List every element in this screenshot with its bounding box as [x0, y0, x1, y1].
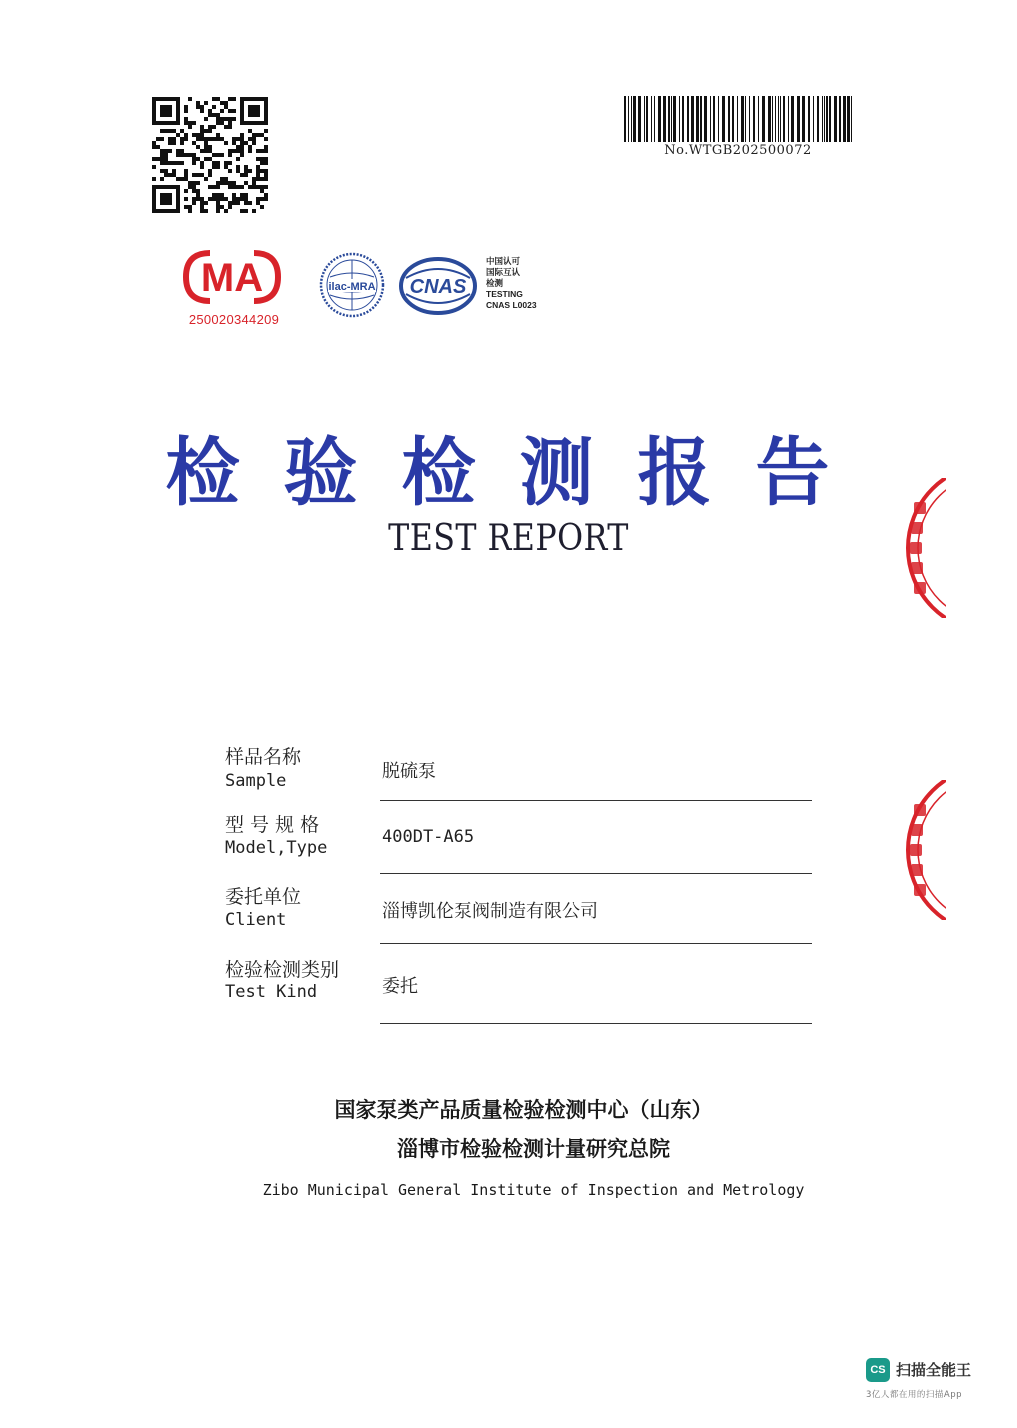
cnas-line: 检测 [486, 278, 504, 288]
model-value: 400DT-A65 [382, 827, 475, 847]
sample-value: 脱硫泵 [382, 761, 436, 782]
test-kind-value: 委托 [382, 976, 418, 997]
client-underline [380, 943, 812, 944]
organization-name-cn-1: 国家泵类产品质量检验检测中心（山东） [334, 1098, 713, 1122]
test-kind-underline [380, 1023, 812, 1024]
scanner-app-name: 扫描全能王 [896, 1361, 972, 1379]
organization-name-cn-2: 淄博市检验检测计量研究总院 [397, 1137, 670, 1161]
cma-logo-icon [180, 247, 284, 307]
model-underline [380, 873, 812, 874]
report-number: No.WTGB202500072 [664, 143, 812, 158]
ilac-mark-text: ilac-MRA [328, 281, 376, 293]
test-kind-label-cn: 检验检测类别 [225, 959, 340, 981]
ilac-mra-logo-icon [318, 251, 386, 319]
official-seal-icon [900, 780, 946, 920]
sample-underline [380, 800, 812, 801]
model-label-cn: 型 号 规 格 [225, 814, 320, 836]
cnas-line: TESTING [486, 289, 523, 299]
cnas-logo-icon [398, 256, 478, 316]
sample-label-en: Sample [225, 771, 287, 791]
cma-number: 250020344209 [188, 312, 280, 327]
client-value: 淄博凯伦泵阀制造有限公司 [382, 901, 598, 922]
official-seal-icon [900, 478, 946, 618]
qr-code-icon [152, 97, 268, 213]
organization-name-en: Zibo Municipal General Institute of Inspection and Metrology [262, 1181, 805, 1199]
sample-label-cn: 样品名称 [225, 746, 302, 768]
cnas-line: 国际互认 [486, 267, 521, 277]
report-title-cn: 检验检测报告 [165, 430, 874, 516]
client-label-cn: 委托单位 [225, 886, 302, 908]
scanner-app-logo-icon: CS [866, 1358, 890, 1382]
cma-mark-text: MA [200, 256, 264, 300]
cnas-line: CNAS L0023 [486, 300, 537, 310]
scanner-app-tagline: 3亿人都在用的扫描App [866, 1390, 963, 1400]
cnas-accreditation-text [486, 256, 556, 311]
test-kind-label-en: Test Kind [225, 982, 318, 1002]
cnas-line: 中国认可 [486, 256, 521, 266]
model-label-en: Model,Type [225, 838, 328, 858]
barcode-icon [622, 96, 854, 142]
client-label-en: Client [225, 910, 287, 930]
report-title-en: TEST REPORT [388, 518, 629, 559]
cnas-mark-text: CNAS [409, 276, 467, 298]
